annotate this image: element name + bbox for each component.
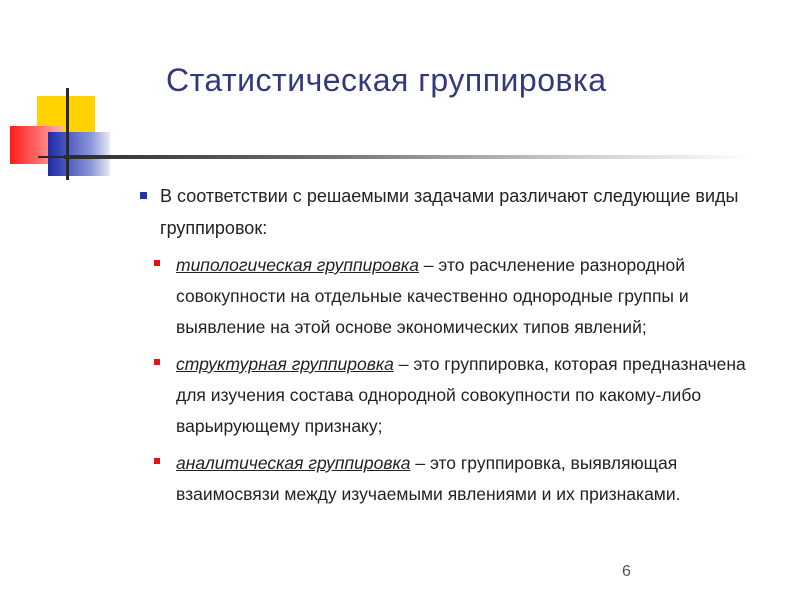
list-item xyxy=(176,250,780,343)
red-bullet-icon xyxy=(154,458,160,464)
term-structural: структурная группировка xyxy=(176,354,394,374)
definition-text: – это группировка, выявляющая взаимосвязи между изучаемыми явлениями и их признаками. xyxy=(176,453,681,504)
slide-title: Статистическая группировка xyxy=(166,62,607,98)
list-item xyxy=(176,448,780,510)
slide-content xyxy=(140,180,780,516)
red-bullet-icon xyxy=(154,260,160,266)
decorative-squares xyxy=(0,0,130,190)
definition-text: – это расчленение разнородной совокупности на отдельные качественно однородные группы и выявление на этой основе экономических типов явлений; xyxy=(176,255,689,337)
title-divider xyxy=(64,155,754,159)
grouping-types-list xyxy=(140,250,780,510)
blue-square-decoration xyxy=(48,132,110,176)
list-item xyxy=(176,349,780,442)
square-bullet-icon xyxy=(140,192,147,199)
intro-text: В соответствии с решаемыми задачами различают следующие виды группировок: xyxy=(160,186,739,238)
definition-text: – это группировка, которая предназначена для изучения состава однородной совокупности по какому-либо варьирующему признаку; xyxy=(176,354,746,436)
term-typological: типологическая группировка xyxy=(176,255,419,275)
page-number: 6 xyxy=(622,563,631,580)
intro-bullet xyxy=(140,180,780,244)
red-bullet-icon xyxy=(154,359,160,365)
term-analytical: аналитическая группировка xyxy=(176,453,411,473)
vertical-line-decoration xyxy=(66,88,69,180)
